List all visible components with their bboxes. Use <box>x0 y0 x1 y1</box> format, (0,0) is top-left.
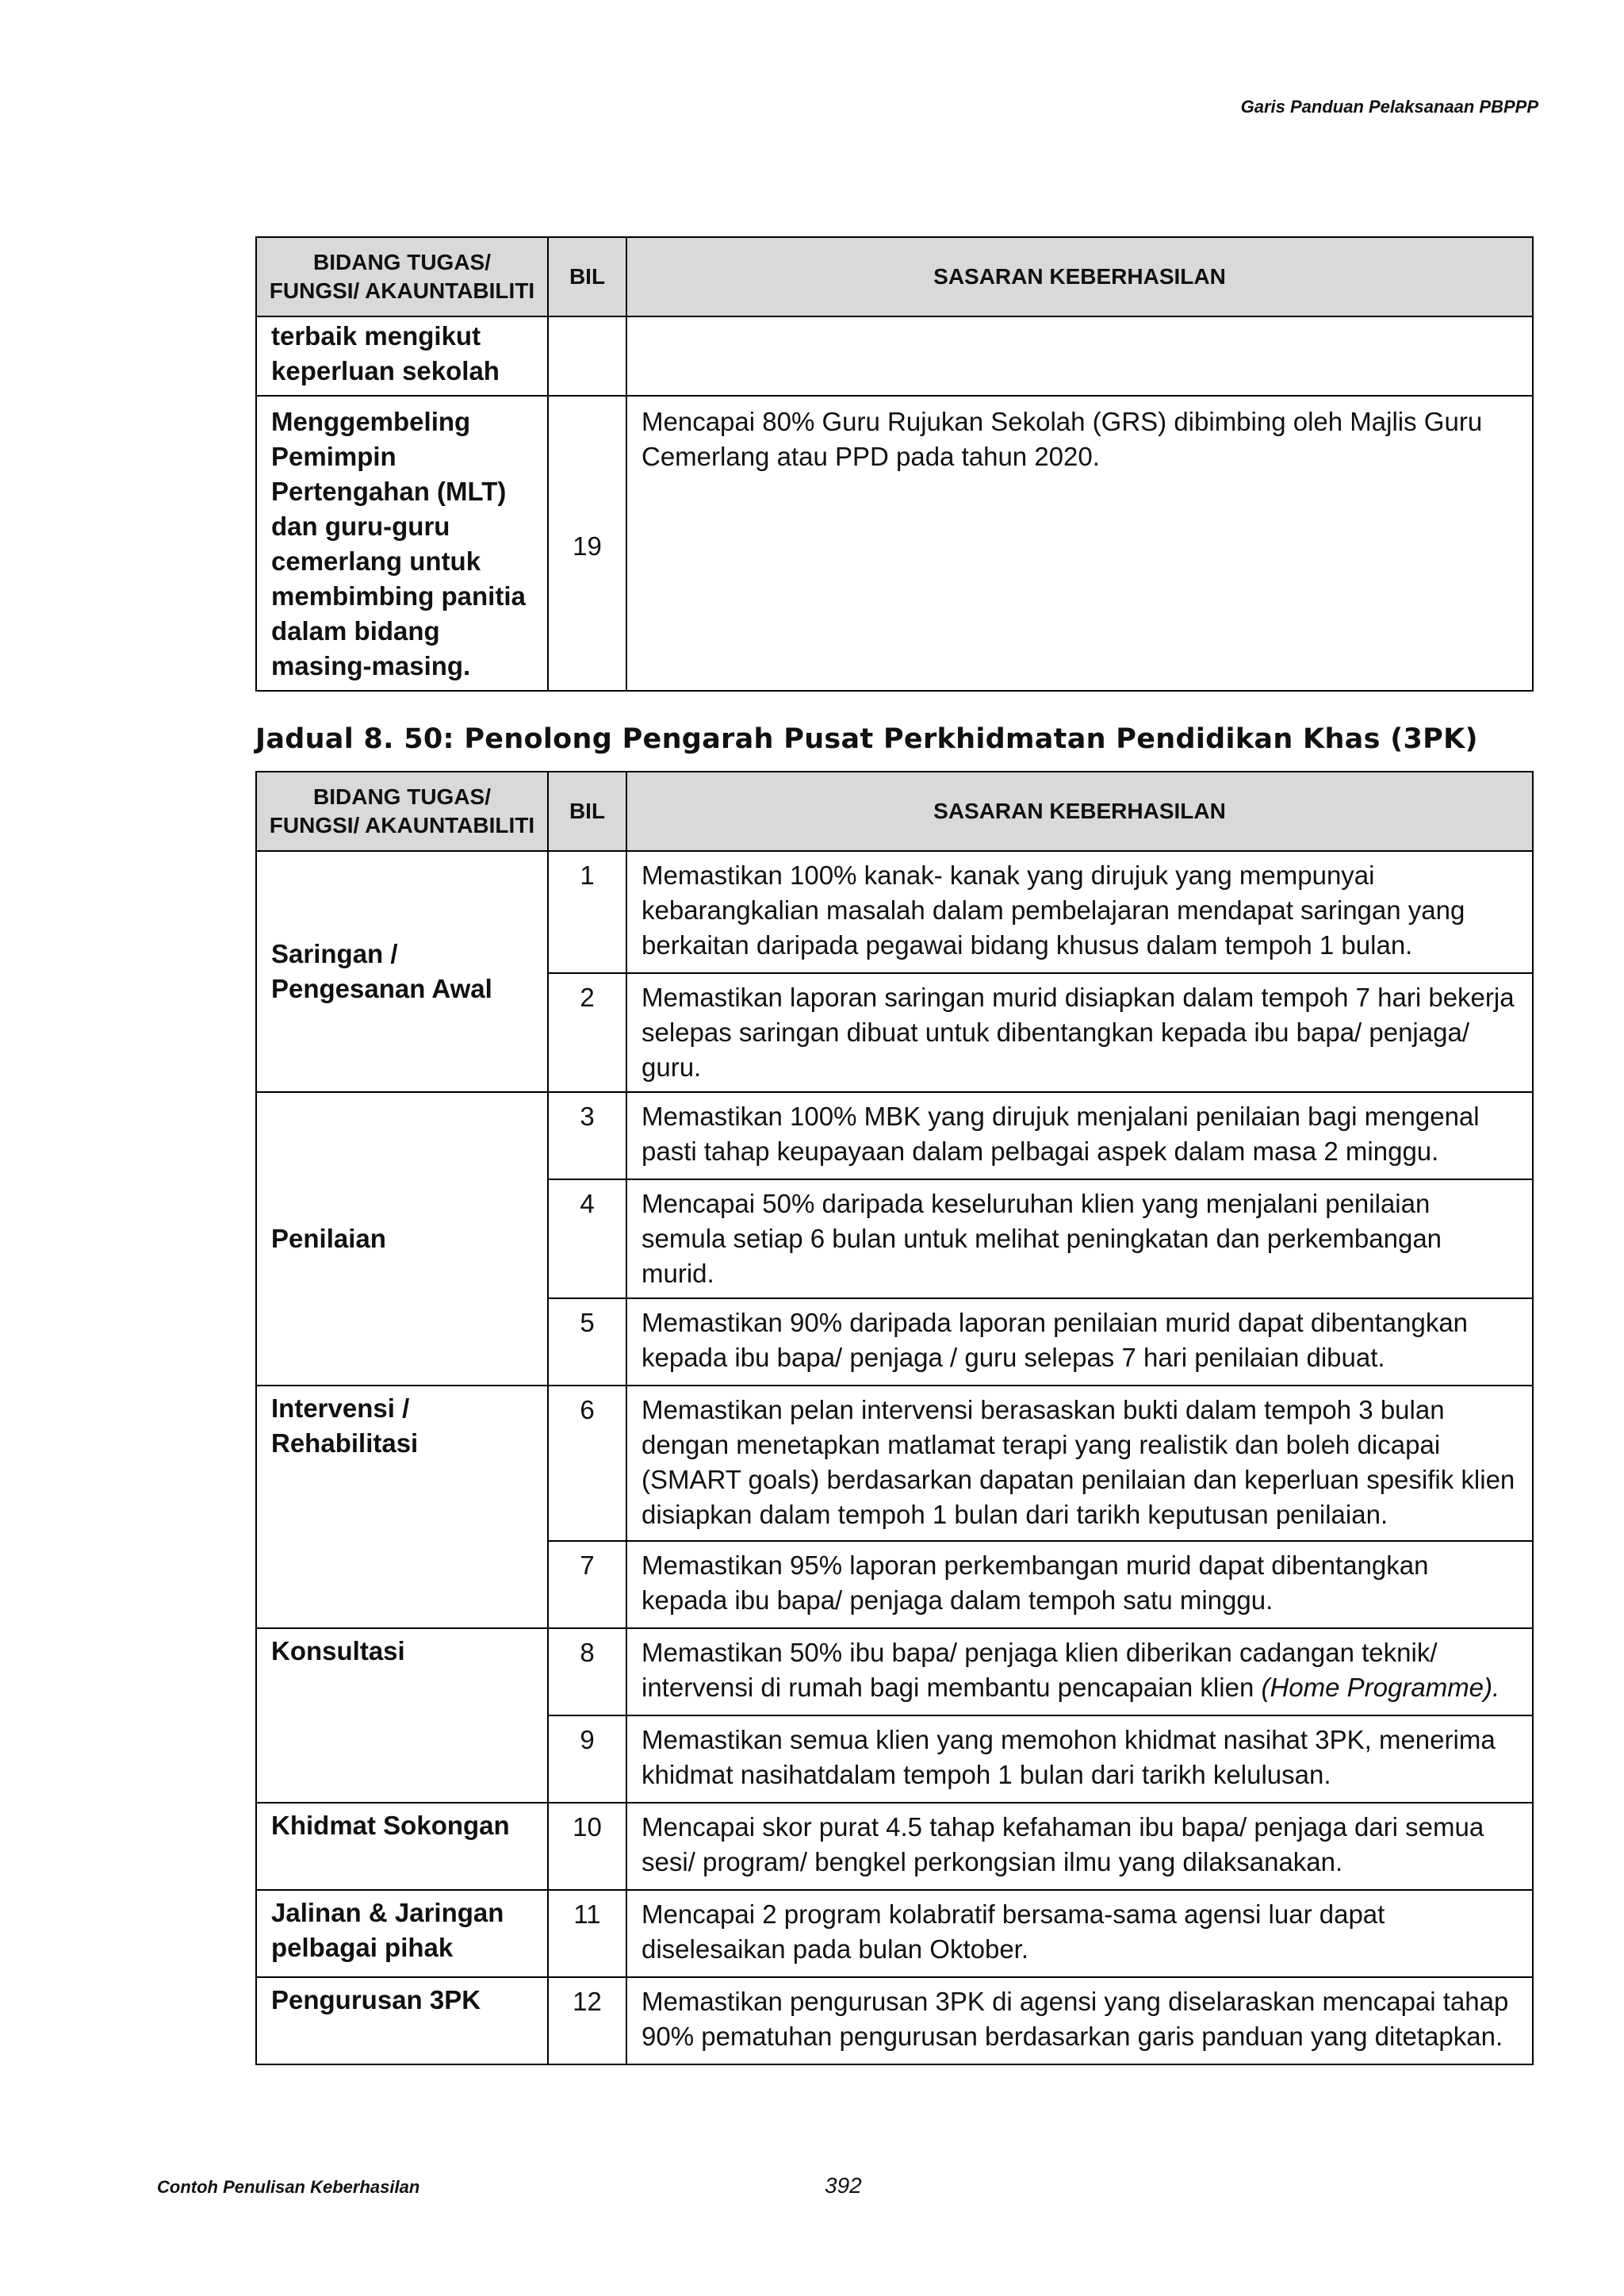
bil-cell: 3 <box>548 1092 626 1179</box>
bil-cell: 4 <box>548 1179 626 1298</box>
table-row <box>256 1890 1533 1977</box>
table-row <box>256 316 1533 396</box>
bil-cell: 19 <box>548 396 626 691</box>
column-header-field: BIDANG TUGAS/ FUNGSI/ AKAUNTABILITI <box>256 237 548 316</box>
bil-cell <box>548 316 626 396</box>
bil-cell: 2 <box>548 973 626 1092</box>
bil-cell: 7 <box>548 1541 626 1628</box>
column-header-field: BIDANG TUGAS/ FUNGSI/ AKAUNTABILITI <box>256 772 548 851</box>
field-cell-jalinan: Jalinan & Jaringan pelbagai pihak <box>256 1890 548 1977</box>
targets-table-3pk <box>255 771 1534 2065</box>
target-cell <box>626 316 1533 396</box>
field-cell-khidmat-sokongan: Khidmat Sokongan <box>256 1803 548 1890</box>
target-cell: Memastikan pelan intervensi berasaskan bukti dalam tempoh 3 bulan dengan menetapkan matlamat terapi yang realistik dan boleh dicapai (SMART goals) berdasarkan dapatan penilaian dan keperluan spesifik klien disiapkan dalam tempoh 1 bulan dari tarikh keputusan penilaian. <box>626 1386 1533 1541</box>
document-header-title: Garis Panduan Pelaksanaan PBPPP <box>1240 97 1538 117</box>
target-cell: Memastikan pengurusan 3PK di agensi yang diselaraskan mencapai tahap 90% pematuhan pengurusan berdasarkan garis panduan yang ditetapkan. <box>626 1977 1533 2064</box>
table-row <box>256 851 1533 973</box>
column-header-target: SASARAN KEBERHASILAN <box>626 237 1533 316</box>
target-cell: Memastikan 50% ibu bapa/ penjaga klien diberikan cadangan teknik/ intervensi di rumah bagi membantu pencapaian klien (Home Programme). <box>626 1628 1533 1715</box>
field-cell-intervensi: Intervensi / Rehabilitasi <box>256 1386 548 1628</box>
table-header-row <box>256 772 1533 851</box>
target-cell: Memastikan 100% MBK yang dirujuk menjalani penilaian bagi mengenal pasti tahap keupayaan dalam pelbagai aspek dalam masa 2 minggu. <box>626 1092 1533 1179</box>
table-row <box>256 1628 1533 1715</box>
table-row <box>256 1977 1533 2064</box>
target-cell: Memastikan 95% laporan perkembangan murid dapat dibentangkan kepada ibu bapa/ penjaga dalam tempoh satu minggu. <box>626 1541 1533 1628</box>
table-row <box>256 1386 1533 1541</box>
field-cell-saringan: Saringan / Pengesanan Awal <box>256 851 548 1092</box>
table-caption: Jadual 8. 50: Penolong Pengarah Pusat Perkhidmatan Pendidikan Khas (3PK) <box>255 723 1478 755</box>
footer-section-title: Contoh Penulisan Keberhasilan <box>157 2177 420 2197</box>
field-cell: terbaik mengikut keperluan sekolah <box>256 316 548 396</box>
bil-cell: 1 <box>548 851 626 973</box>
target-cell: Mencapai 50% daripada keseluruhan klien yang menjalani penilaian semula setiap 6 bulan untuk melihat peningkatan dan perkembangan murid. <box>626 1179 1533 1298</box>
field-cell-pengurusan: Pengurusan 3PK <box>256 1977 548 2064</box>
table-row <box>256 396 1533 691</box>
target-cell: Memastikan 90% daripada laporan penilaian murid dapat dibentangkan kepada ibu bapa/ penjaga / guru selepas 7 hari penilaian dibuat. <box>626 1298 1533 1386</box>
target-cell: Memastikan laporan saringan murid disiapkan dalam tempoh 7 hari bekerja selepas saringan dibuat untuk dibentangkan kepada ibu bapa/ penjaga/ guru. <box>626 973 1533 1092</box>
table-row <box>256 1092 1533 1179</box>
column-header-bil: BIL <box>548 237 626 316</box>
bil-cell: 8 <box>548 1628 626 1715</box>
page-number: 392 <box>825 2173 862 2198</box>
bil-cell: 6 <box>548 1386 626 1541</box>
target-cell: Mencapai 80% Guru Rujukan Sekolah (GRS) dibimbing oleh Majlis Guru Cemerlang atau PPD pada tahun 2020. <box>626 396 1533 691</box>
bil-cell: 5 <box>548 1298 626 1386</box>
bil-cell: 10 <box>548 1803 626 1890</box>
table-row <box>256 1803 1533 1890</box>
target-cell: Mencapai skor purat 4.5 tahap kefahaman ibu bapa/ penjaga dari semua sesi/ program/ bengkel perkongsian ilmu yang dilaksanakan. <box>626 1803 1533 1890</box>
bil-cell: 11 <box>548 1890 626 1977</box>
target-cell: Mencapai 2 program kolabratif bersama-sama agensi luar dapat diselesaikan pada bulan Oktober. <box>626 1890 1533 1977</box>
column-header-target: SASARAN KEBERHASILAN <box>626 772 1533 851</box>
bil-cell: 12 <box>548 1977 626 2064</box>
targets-table-continued <box>255 236 1534 692</box>
field-cell: Menggembeling Pemimpin Pertengahan (MLT) dan guru-guru cemerlang untuk membimbing panitia dalam bidang masing-masing. <box>256 396 548 691</box>
bil-cell: 9 <box>548 1715 626 1803</box>
column-header-bil: BIL <box>548 772 626 851</box>
target-cell: Memastikan semua klien yang memohon khidmat nasihat 3PK, menerima khidmat nasihatdalam tempoh 1 bulan dari tarikh kelulusan. <box>626 1715 1533 1803</box>
table-header-row <box>256 237 1533 316</box>
target-cell: Memastikan 100% kanak- kanak yang dirujuk yang mempunyai kebarangkalian masalah dalam pembelajaran mendapat saringan yang berkaitan daripada pegawai bidang khusus dalam tempoh 1 bulan. <box>626 851 1533 973</box>
field-cell-konsultasi: Konsultasi <box>256 1628 548 1803</box>
field-cell-penilaian: Penilaian <box>256 1092 548 1386</box>
